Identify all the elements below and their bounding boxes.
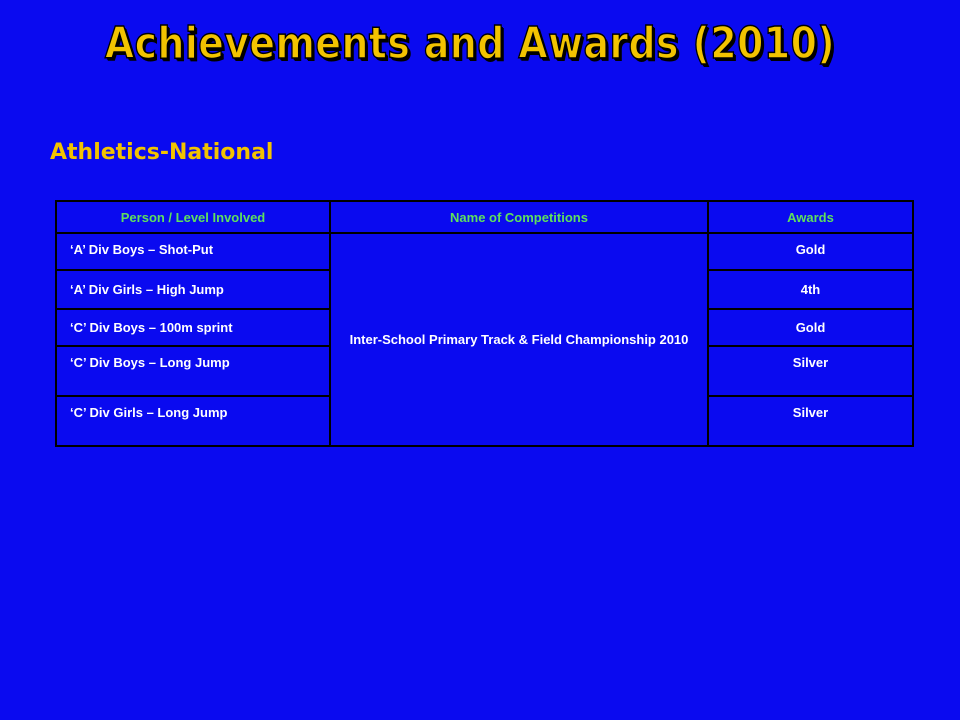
award-cell: Gold: [708, 309, 913, 346]
column-header-competition: Name of Competitions: [330, 201, 708, 233]
table-header-row: [56, 201, 913, 233]
person-cell: ‘C’ Div Girls – Long Jump: [56, 396, 330, 446]
person-cell: ‘C’ Div Boys – 100m sprint: [56, 309, 330, 346]
awards-table: [55, 200, 914, 447]
column-header-awards: Awards: [708, 201, 913, 233]
section-heading: Athletics-National: [50, 140, 274, 165]
slide-title: Achievements and Awards (2010): [104, 18, 836, 69]
award-cell: Gold: [708, 233, 913, 270]
table-row: [56, 233, 913, 270]
award-cell: Silver: [708, 396, 913, 446]
award-cell: 4th: [708, 270, 913, 309]
person-cell: ‘A’ Div Girls – High Jump: [56, 270, 330, 309]
person-cell: ‘A’ Div Boys – Shot-Put: [56, 233, 330, 270]
person-cell: ‘C’ Div Boys – Long Jump: [56, 346, 330, 396]
column-header-person: Person / Level Involved: [56, 201, 330, 233]
award-cell: Silver: [708, 346, 913, 396]
competition-cell: Inter-School Primary Track & Field Championship 2010: [330, 233, 708, 446]
